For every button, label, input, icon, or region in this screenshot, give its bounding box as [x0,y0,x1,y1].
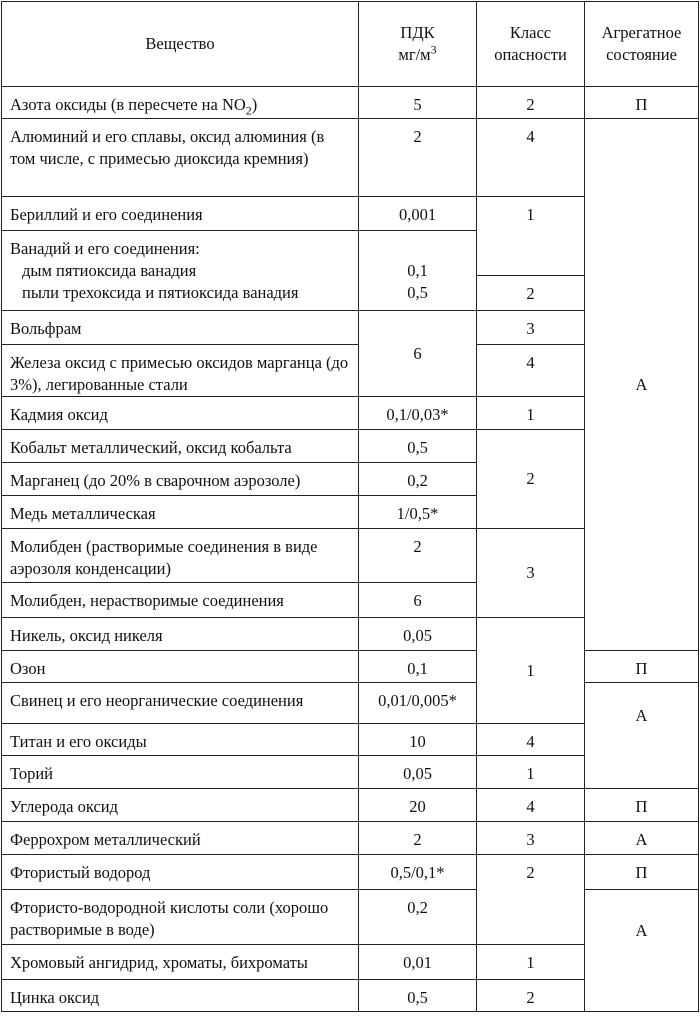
substance-cell: Алюминий и его сплавы, оксид алюминия (в том числе, с примесью диоксида кремния) [2,119,359,197]
class-cell: 1 [477,197,585,276]
state-cell: П [585,855,699,890]
pdk-cell: 2 [359,119,477,197]
class-cell: 3 [477,311,585,345]
substance-cell: Ванадий и его соединения: дым пятиоксида ванадия пыли трехоксида и пятиоксида ванадия [2,231,359,311]
class-cell: 2 [477,276,585,311]
table-row [2,119,699,197]
substance-cell: Озон [2,651,359,683]
header-class: Класс опасности [477,2,585,87]
pdk-cell: 20 [359,789,477,822]
pdk-cell: 0,5 [359,980,477,1012]
class-cell: 1 [477,397,585,430]
pdk-cell: 0,2 [359,890,477,945]
header-pdk: ПДК $мг/м^3$ [359,2,477,87]
pdk-cell: 0,05 [359,756,477,789]
substance-cell: Марганец (до 20% в сварочном аэрозоле) [2,463,359,496]
class-cell: 2 [477,87,585,119]
substance-cell: Титан и его оксиды [2,724,359,756]
pdk-cell: 0,05 [359,618,477,651]
header-substance: Вещество [2,2,359,87]
header-row [2,2,699,87]
pdk-cell: 0,2 [359,463,477,496]
substance-cell: Кадмия оксид [2,397,359,430]
class-cell: 4 [477,119,585,197]
class-cell: 2 [477,430,585,529]
state-cell: П [585,87,699,119]
pdk-cell: 0,5/0,1* [359,855,477,890]
substance-cell: Бериллий и его соединения [2,197,359,231]
pdk-cell: 0,1/0,03* [359,397,477,430]
class-cell: 2 [477,980,585,1012]
pdk-cell: 6 [359,583,477,618]
state-cell: П [585,789,699,822]
substance-cell: Цинка оксид [2,980,359,1012]
table-row [2,855,699,890]
pdk-cell: 0,001 [359,197,477,231]
state-cell: П [585,651,699,683]
pdk-cell: 1/0,5* [359,496,477,529]
pdk-cell: 0,01 [359,945,477,980]
substance-cell: Углерода оксид [2,789,359,822]
state-cell: А [585,890,699,1012]
state-cell: А [585,119,699,651]
substance-cell: Свинец и его неорганические соединения [2,683,359,724]
substance-cell: Железа оксид с примесью оксидов марганца (до 3%), легированные стали [2,345,359,397]
pdk-cell: 0,01/0,005* [359,683,477,724]
pdk-cell: 0,1 [359,651,477,683]
pdk-cell: 0,1 0,5 [359,231,477,311]
substance-cell: Торий [2,756,359,789]
substances-table [1,1,699,1012]
class-cell: 1 [477,618,585,724]
table-row [2,822,699,855]
substance-cell: Феррохром металлический [2,822,359,855]
state-cell: А [585,683,699,789]
table-row [2,683,699,724]
substance-cell: Молибден (растворимые соединения в виде аэрозоля конденсации) [2,529,359,583]
substance-subitem: пыли трехоксида и пятиоксида ванадия [22,283,299,302]
substance-cell: Никель, оксид никеля [2,618,359,651]
pdk-cell: 5 [359,87,477,119]
substance-cell: Хромовый ангидрид, хроматы, бихроматы [2,945,359,980]
substance-cell: Кобальт металлический, оксид кобальта [2,430,359,463]
class-cell: 3 [477,529,585,618]
substance-cell: Фтористо-водородной кислоты соли (хорошо растворимые в воде) [2,890,359,945]
class-cell: 1 [477,756,585,789]
pdk-cell: 10 [359,724,477,756]
header-state: Агрегатное состояние [585,2,699,87]
table-row [2,789,699,822]
class-cell: 1 [477,945,585,980]
substance-cell: Азота оксиды (в пересчете на $NO_2$) [2,87,359,119]
substance-cell: Медь металлическая [2,496,359,529]
class-cell: 4 [477,724,585,756]
substance-cell: Фтористый водород [2,855,359,890]
pdk-cell: 6 [359,311,477,397]
class-cell: 2 [477,855,585,945]
pdk-cell: 2 [359,529,477,583]
class-cell: 4 [477,345,585,397]
state-cell: А [585,822,699,855]
class-cell: 3 [477,822,585,855]
pdk-cell: 2 [359,822,477,855]
class-cell: 4 [477,789,585,822]
pdk-cell: 0,5 [359,430,477,463]
substance-subitem: дым пятиоксида ванадия [22,261,197,280]
substance-cell: Молибден, нерастворимые соединения [2,583,359,618]
table-row [2,651,699,683]
substance-cell: Вольфрам [2,311,359,345]
table-row [2,87,699,119]
table-row [2,890,699,945]
